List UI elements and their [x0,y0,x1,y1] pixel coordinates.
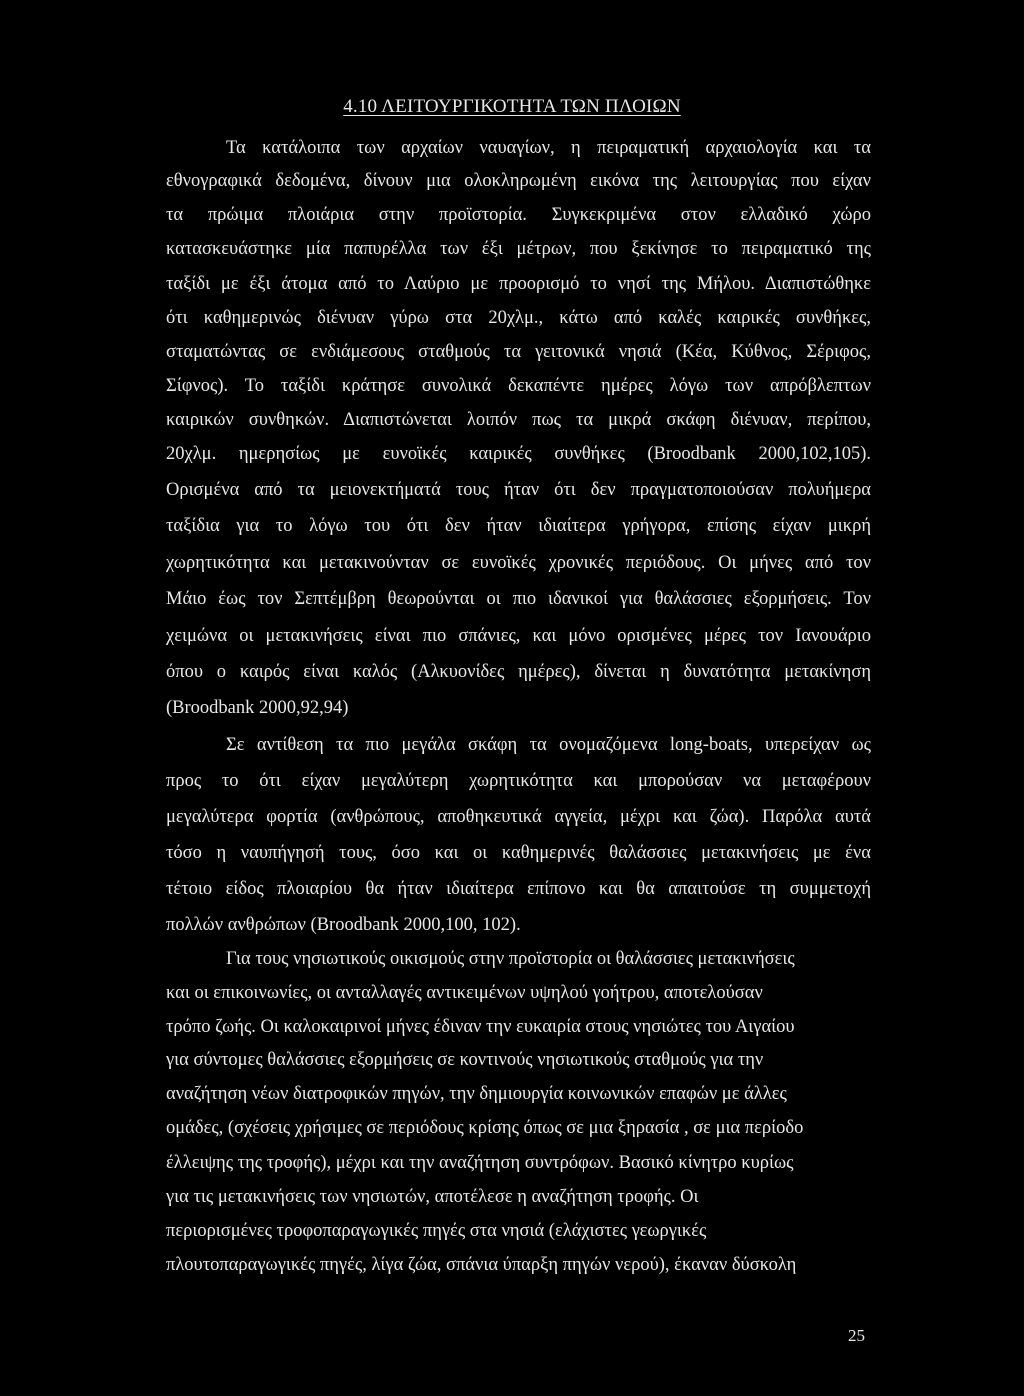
text-line: τρόπο ζωής. Οι καλοκαιρινοί μήνες έδιναν την ευκαιρία στους νησιώτες του Αιγαίου [166,1017,795,1037]
text-line: ότι καθημερινώς διένυαν γύρω στα 20χλμ., κάτω από καλές καιρικές συνθήκες, [166,308,871,328]
text-line: καιρικών συνθηκών. Διαπιστώνεται λοιπόν πως τα μικρά σκάφη διένυαν, περίπου, [166,410,871,430]
text-line: (Broodbank 2000,92,94) [166,698,349,718]
text-line: χειμώνα οι μετακινήσεις είναι πιο σπάνιες, και μόνο ορισμένες μέρες τον Ιανουάριο [166,626,871,646]
text-line: Ορισμένα από τα μειονεκτήματά τους ήταν ότι δεν πραγματοποιούσαν πολυήμερα [166,480,871,500]
text-line: όπου ο καιρός είναι καλός (Αλκυονίδες ημέρες), δίνεται η δυνατότητα μετακίνηση [166,662,871,682]
page-number: 25 [848,1326,865,1345]
text-line: και οι επικοινωνίες, οι ανταλλαγές αντικειμένων υψηλού γοήτρου, αποτελούσαν [166,983,763,1003]
text-line: κατασκευάστηκε μία παπυρέλλα των έξι μέτρων, που ξεκίνησε το πειραματικό της [166,239,871,259]
text-line: χωρητικότητα και μετακινούνταν σε ευνοϊκές χρονικές περιόδους. Οι μήνες από τον [166,553,871,573]
section-title: 4.10 ΛΕΙΤΟΥΡΓΙΚΟΤΗΤΑ ΤΩΝ ΠΛΟΙΩΝ [343,96,681,117]
text-line: προς το ότι είχαν μεγαλύτερη χωρητικότητα και μπορούσαν να μεταφέρουν [166,771,871,791]
text-line: ομάδες, (σχέσεις χρήσιμες σε περιόδους κρίσης όπως σε μια ξηρασία , σε μια περίοδο [166,1118,804,1138]
text-line: Μάιο έως τον Σεπτέμβρη θεωρούνται οι πιο ιδανικοί για θαλάσσιες εξορμήσεις. Τον [166,589,871,609]
text-line: τέτοιο είδος πλοιαρίου θα ήταν ιδιαίτερα επίπονο και θα απαιτούσε τη συμμετοχή [166,879,871,899]
text-line: για τις μετακινήσεις των νησιωτών, αποτέλεσε η αναζήτηση τροφής. Οι [166,1187,699,1207]
text-line: τα πρώιμα πλοιάρια στην προϊστορία. Συγκεκριμένα στον ελλαδικό χώρο [166,205,871,225]
text-line: εθνογραφικά δεδομένα, δίνουν μια ολοκληρωμένη εικόνα της λειτουργίας που είχαν [166,171,871,191]
text-line: Σε αντίθεση τα πιο μεγάλα σκάφη τα ονομαζόμενα long-boats, υπερείχαν ως [226,735,871,755]
text-line: ταξίδι με έξι άτομα από το Λαύριο με προορισμό το νησί της Μήλου. Διαπιστώθηκε [166,274,871,294]
text-line: περιορισμένες τροφοπαραγωγικές πηγές στα νησιά (ελάχιστες γεωργικές [166,1221,707,1241]
text-line: πολλών ανθρώπων (Broodbank 2000,100, 102). [166,915,521,935]
text-line: έλλειψης της τροφής), μέχρι και την αναζήτηση συντρόφων. Βασικό κίνητρο κυρίως [166,1153,794,1173]
text-line: 20χλμ. ημερησίως με ευνοϊκές καιρικές συνθήκες (Broodbank 2000,102,105). [166,444,871,464]
text-line: Τα κατάλοιπα των αρχαίων ναυαγίων, η πειραματική αρχαιολογία και τα [226,138,871,158]
text-line: για σύντομες θαλάσσιες εξορμήσεις σε κοντινούς νησιωτικούς σταθμούς για την [166,1050,764,1070]
text-line: αναζήτηση νέων διατροφικών πηγών, την δημιουργία κοινωνικών επαφών με άλλες [166,1084,787,1104]
text-line: σταματώντας σε ενδιάμεσους σταθμούς τα γειτονικά νησιά (Κέα, Κύθνος, Σέριφος, [166,342,871,362]
text-line: Σίφνος). Το ταξίδι κράτησε συνολικά δεκαπέντε ημέρες λόγω των απρόβλεπτων [166,376,871,396]
text-line: μεγαλύτερα φορτία (ανθρώπους, αποθηκευτικά αγγεία, μέχρι και ζώα). Παρόλα αυτά [166,807,871,827]
text-line: τόσο η ναυπήγησή τους, όσο και οι καθημερινές θαλάσσιες μετακινήσεις με ένα [166,843,871,863]
text-line: πλουτοπαραγωγικές πηγές, λίγα ζώα, σπάνια ύπαρξη πηγών νερού), έκαναν δύσκολη [166,1255,797,1275]
text-line: Για τους νησιωτικούς οικισμούς στην προϊστορία οι θαλάσσιες μετακινήσεις [226,949,795,969]
text-line: ταξίδια για το λόγω του ότι δεν ήταν ιδιαίτερα γρήγορα, επίσης είχαν μικρή [166,516,871,536]
